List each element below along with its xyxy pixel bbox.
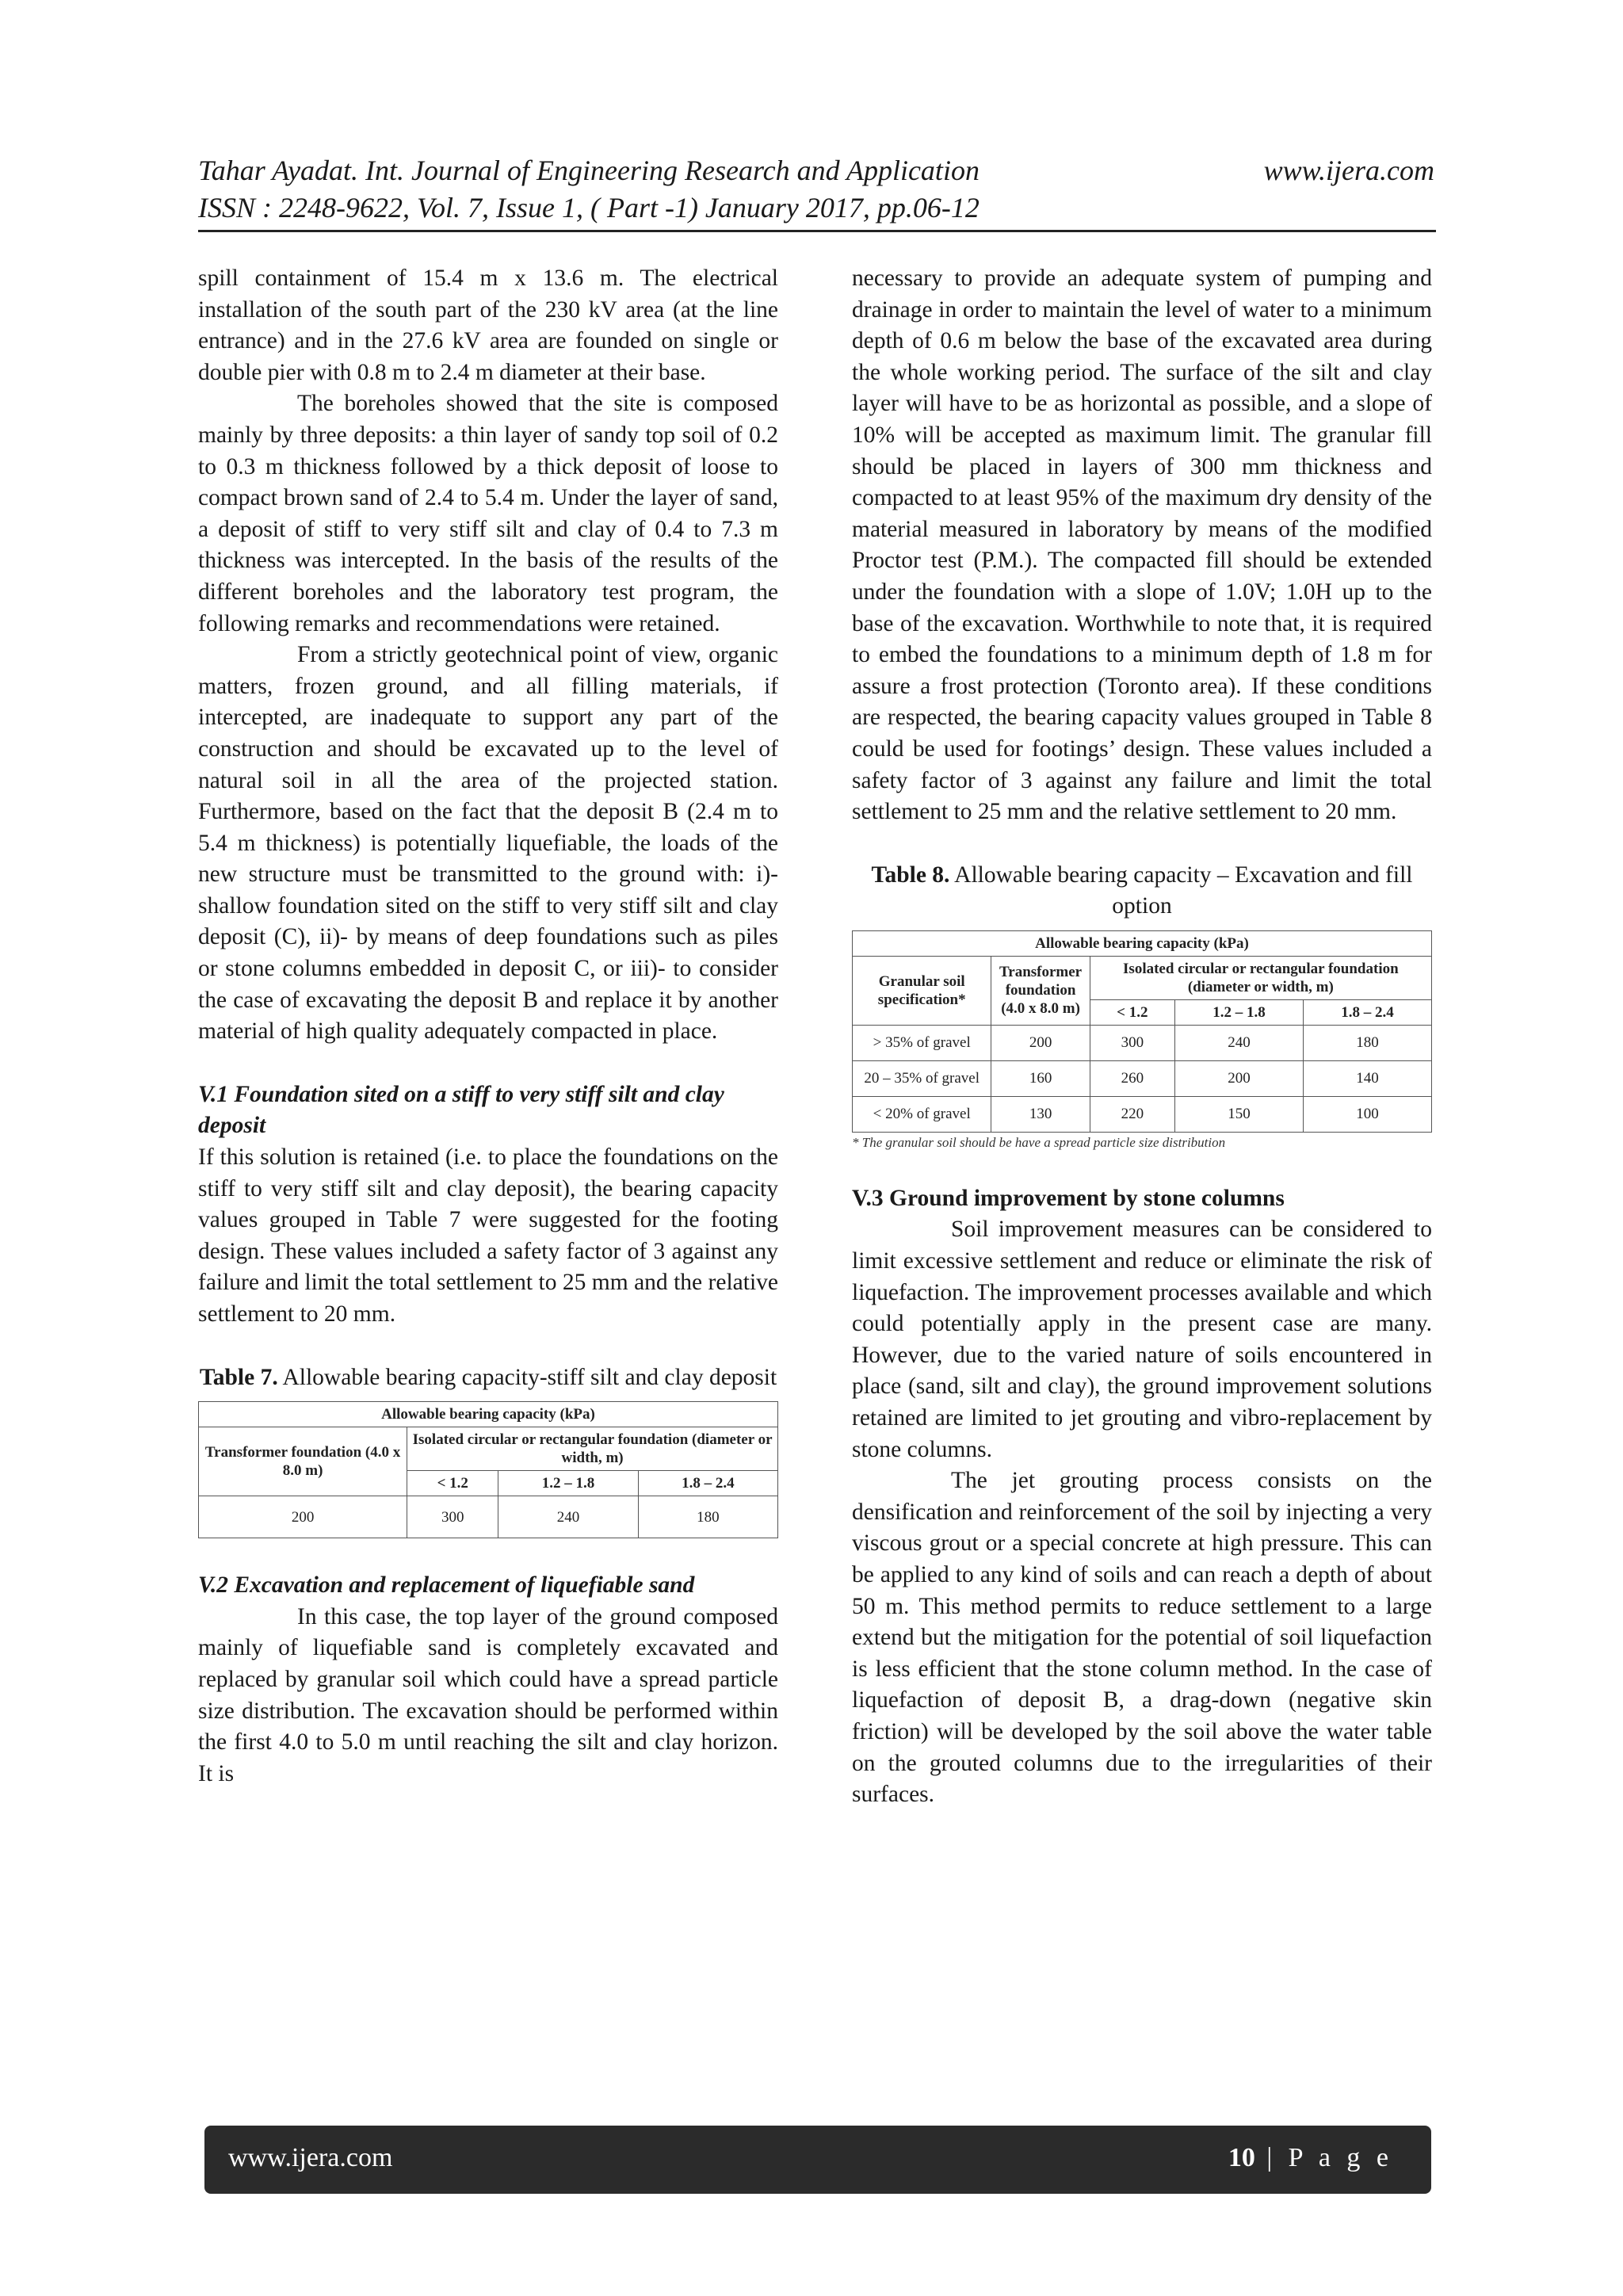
- sub-header: 1.2 – 1.8: [1174, 999, 1303, 1025]
- table-cell: > 35% of gravel: [853, 1025, 991, 1060]
- sub-header: 1.8 – 2.4: [1303, 999, 1431, 1025]
- table-7-label: Table 7.: [199, 1364, 278, 1390]
- column-group-header: Isolated circular or rectangular foundation (diameter or width, m): [407, 1427, 778, 1471]
- table-cell: 300: [1090, 1025, 1174, 1060]
- page-number: [1228, 2143, 1393, 2173]
- table-cell: 20 – 35% of gravel: [853, 1060, 991, 1096]
- column-header: Granular soil specification*: [853, 956, 991, 1025]
- page-number-value: 10: [1228, 2143, 1255, 2172]
- header-divider: [198, 230, 1436, 232]
- paragraph: In this case, the top layer of the ground composed mainly of liquefiable sand is completely excavated and replaced by granular soil which could have a spread particle size distribution. The excavation should be performed within the first 4.0 to 5.0 m until reaching the silt and clay horizon. It is: [198, 1603, 778, 1786]
- paragraph: The jet grouting process consists on the densification and reinforcement of the soil by injecting a very viscous grout or a special concrete at high pressure. This can be applied to any kind of soils and can reach a depth of about 50 m. This method permits to reduce settlement to a large extend but the mitigation for the potential of soil liquefaction is less efficient that the stone column method. In the case of liquefaction of deposit B, a drag-down (negative skin friction) will be developed by the soil above the water table on the grouted columns due to the irregularities of their surfaces.: [852, 1468, 1432, 1808]
- table-cell: 180: [1303, 1025, 1431, 1060]
- table-cell: 240: [498, 1496, 638, 1538]
- table-cell: 300: [407, 1496, 498, 1538]
- column-group-header: Isolated circular or rectangular foundation (diameter or width, m): [1090, 956, 1431, 999]
- issn-line: ISSN : 2248-9622, Vol. 7, Issue 1, ( Part -1) January 2017, pp.06-12: [198, 192, 980, 223]
- table-cell: 200: [991, 1025, 1090, 1060]
- table-cell: 150: [1174, 1096, 1303, 1132]
- sub-header: 1.2 – 1.8: [498, 1471, 638, 1496]
- sub-header: < 1.2: [407, 1471, 498, 1496]
- section-heading-v3: V.3 Ground improvement by stone columns: [852, 1185, 1285, 1211]
- table-cell: < 20% of gravel: [853, 1096, 991, 1132]
- table-row: [199, 1496, 778, 1538]
- table-7-caption: [198, 1362, 778, 1394]
- paragraph: Soil improvement measures can be considered to limit excessive settlement and reduce or eliminate the risk of liquefaction. The improvement processes available and which could potentially apply in the present case are many. However, due to the varied nature of soils encountered in place (sand, silt and clay), the ground improvement solutions retained are limited to jet grouting and vibro-replacement by stone columns.: [852, 1217, 1432, 1462]
- table-8: [852, 930, 1432, 1133]
- table-row: [853, 1025, 1432, 1060]
- table-title: Allowable bearing capacity (kPa): [199, 1402, 778, 1427]
- footer-website-link[interactable]: www.ijera.com: [228, 2143, 393, 2172]
- paragraph: From a strictly geotechnical point of view, organic matters, frozen ground, and all filling materials, if intercepted, are inadequate to support any part of the construction and should be excavated up to the level of natural soil in all the area of the projected station. Furthermore, based on the fact that the deposit B (2.4 m to 5.4 m thickness) is potentially liquefiable, the loads of the new structure must be transmitted to the ground with: i)- shallow foundation sited on the stiff to very stiff silt and clay deposit (C), ii)- by means of deep foundations such as piles or stone columns embedded in deposit C, or iii)- to consider the case of excavating the deposit B and replace it by another material of high quality adequately compacted in place.: [198, 642, 778, 1045]
- paragraph: necessary to provide an adequate system of pumping and drainage in order to maintain the level of water to a minimum depth of 0.6 m below the base of the excavated area during the whole working period. The surface of the silt and clay layer will have to be as horizontal as possible, and a slope of 10% will be accepted as maximum limit. The granular fill should be placed in layers of 300 mm thickness and compacted to at least 95% of the maximum dry density of the material measured in laboratory by means of the modified Proctor test (P.M.). The compacted fill should be extended under the foundation with a slope of 1.0V; 1.0H up to the base of the excavation. Worthwhile to note that, it is required to embed the foundations to a minimum depth of 1.8 m for assure a frost protection (Toronto area). If these conditions are respected, the bearing capacity values grouped in Table 8 could be used for footings’ design. These values included a safety factor of 3 against any failure and limit the total settlement to 25 mm and the relative settlement to 20 mm.: [852, 266, 1432, 825]
- column-header: Transformer foundation (4.0 x 8.0 m): [991, 956, 1090, 1025]
- table-7: [198, 1401, 778, 1538]
- page-footer: [204, 2126, 1431, 2194]
- table-cell: 130: [991, 1096, 1090, 1132]
- journal-citation: Tahar Ayadat. Int. Journal of Engineering Research and Application: [198, 155, 980, 186]
- table-cell: 240: [1174, 1025, 1303, 1060]
- table-cell: 200: [199, 1496, 407, 1538]
- paragraph: spill containment of 15.4 m x 13.6 m. The electrical installation of the south part of the 230 kV area (at the line entrance) and in the 27.6 kV area are founded on single or double pier with 0.8 m to 2.4 m diameter at their base.: [198, 266, 778, 385]
- sub-header: < 1.2: [1090, 999, 1174, 1025]
- left-column: [198, 263, 778, 1790]
- table-cell: 220: [1090, 1096, 1174, 1132]
- table-8-footnote: * The granular soil should be have a spread particle size distribution: [852, 1134, 1226, 1150]
- table-row: [853, 1060, 1432, 1096]
- table-cell: 100: [1303, 1096, 1431, 1132]
- table-cell: 160: [991, 1060, 1090, 1096]
- section-heading-v2: V.2 Excavation and replacement of liquefiable sand: [198, 1572, 695, 1599]
- column-header: Transformer foundation (4.0 x 8.0 m): [199, 1427, 407, 1496]
- page-label: | P a g e: [1254, 2143, 1393, 2172]
- table-cell: 260: [1090, 1060, 1174, 1096]
- table-title: Allowable bearing capacity (kPa): [853, 930, 1432, 956]
- header-website-link[interactable]: www.ijera.com: [1263, 155, 1434, 186]
- page-header: [198, 152, 1434, 231]
- table-8-label: Table 8.: [871, 861, 950, 888]
- section-heading-v1: V.1 Foundation sited on a stiff to very stiff silt and clay deposit: [198, 1081, 724, 1139]
- paragraph: The boreholes showed that the site is composed mainly by three deposits: a thin layer of sandy top soil of 0.2 to 0.3 m thickness followed by a thick deposit of loose to compact brown sand of 2.4 to 5.4 m. Under the layer of sand, a deposit of stiff to very stiff silt and clay of 0.4 to 7.3 m thickness was intercepted. In the basis of the results of the different boreholes and the laboratory test program, the following remarks and recommendations were retained.: [198, 391, 778, 636]
- table-7-title: Allowable bearing capacity-stiff silt and clay deposit: [277, 1364, 777, 1390]
- paragraph: If this solution is retained (i.e. to place the foundations on the stiff to very stiff silt and clay deposit), the bearing capacity values grouped in Table 7 were suggested for the footing design. These values included a safety factor of 3 against any failure and limit the total settlement to 25 mm and the relative settlement to 20 mm.: [198, 1144, 778, 1327]
- table-8-title: Allowable bearing capacity – Excavation and fill option: [949, 861, 1413, 919]
- table-8-caption: [852, 860, 1432, 923]
- table-cell: 140: [1303, 1060, 1431, 1096]
- table-cell: 180: [638, 1496, 777, 1538]
- right-column: [852, 263, 1432, 1811]
- table-cell: 200: [1174, 1060, 1303, 1096]
- table-row: [853, 1096, 1432, 1132]
- sub-header: 1.8 – 2.4: [638, 1471, 777, 1496]
